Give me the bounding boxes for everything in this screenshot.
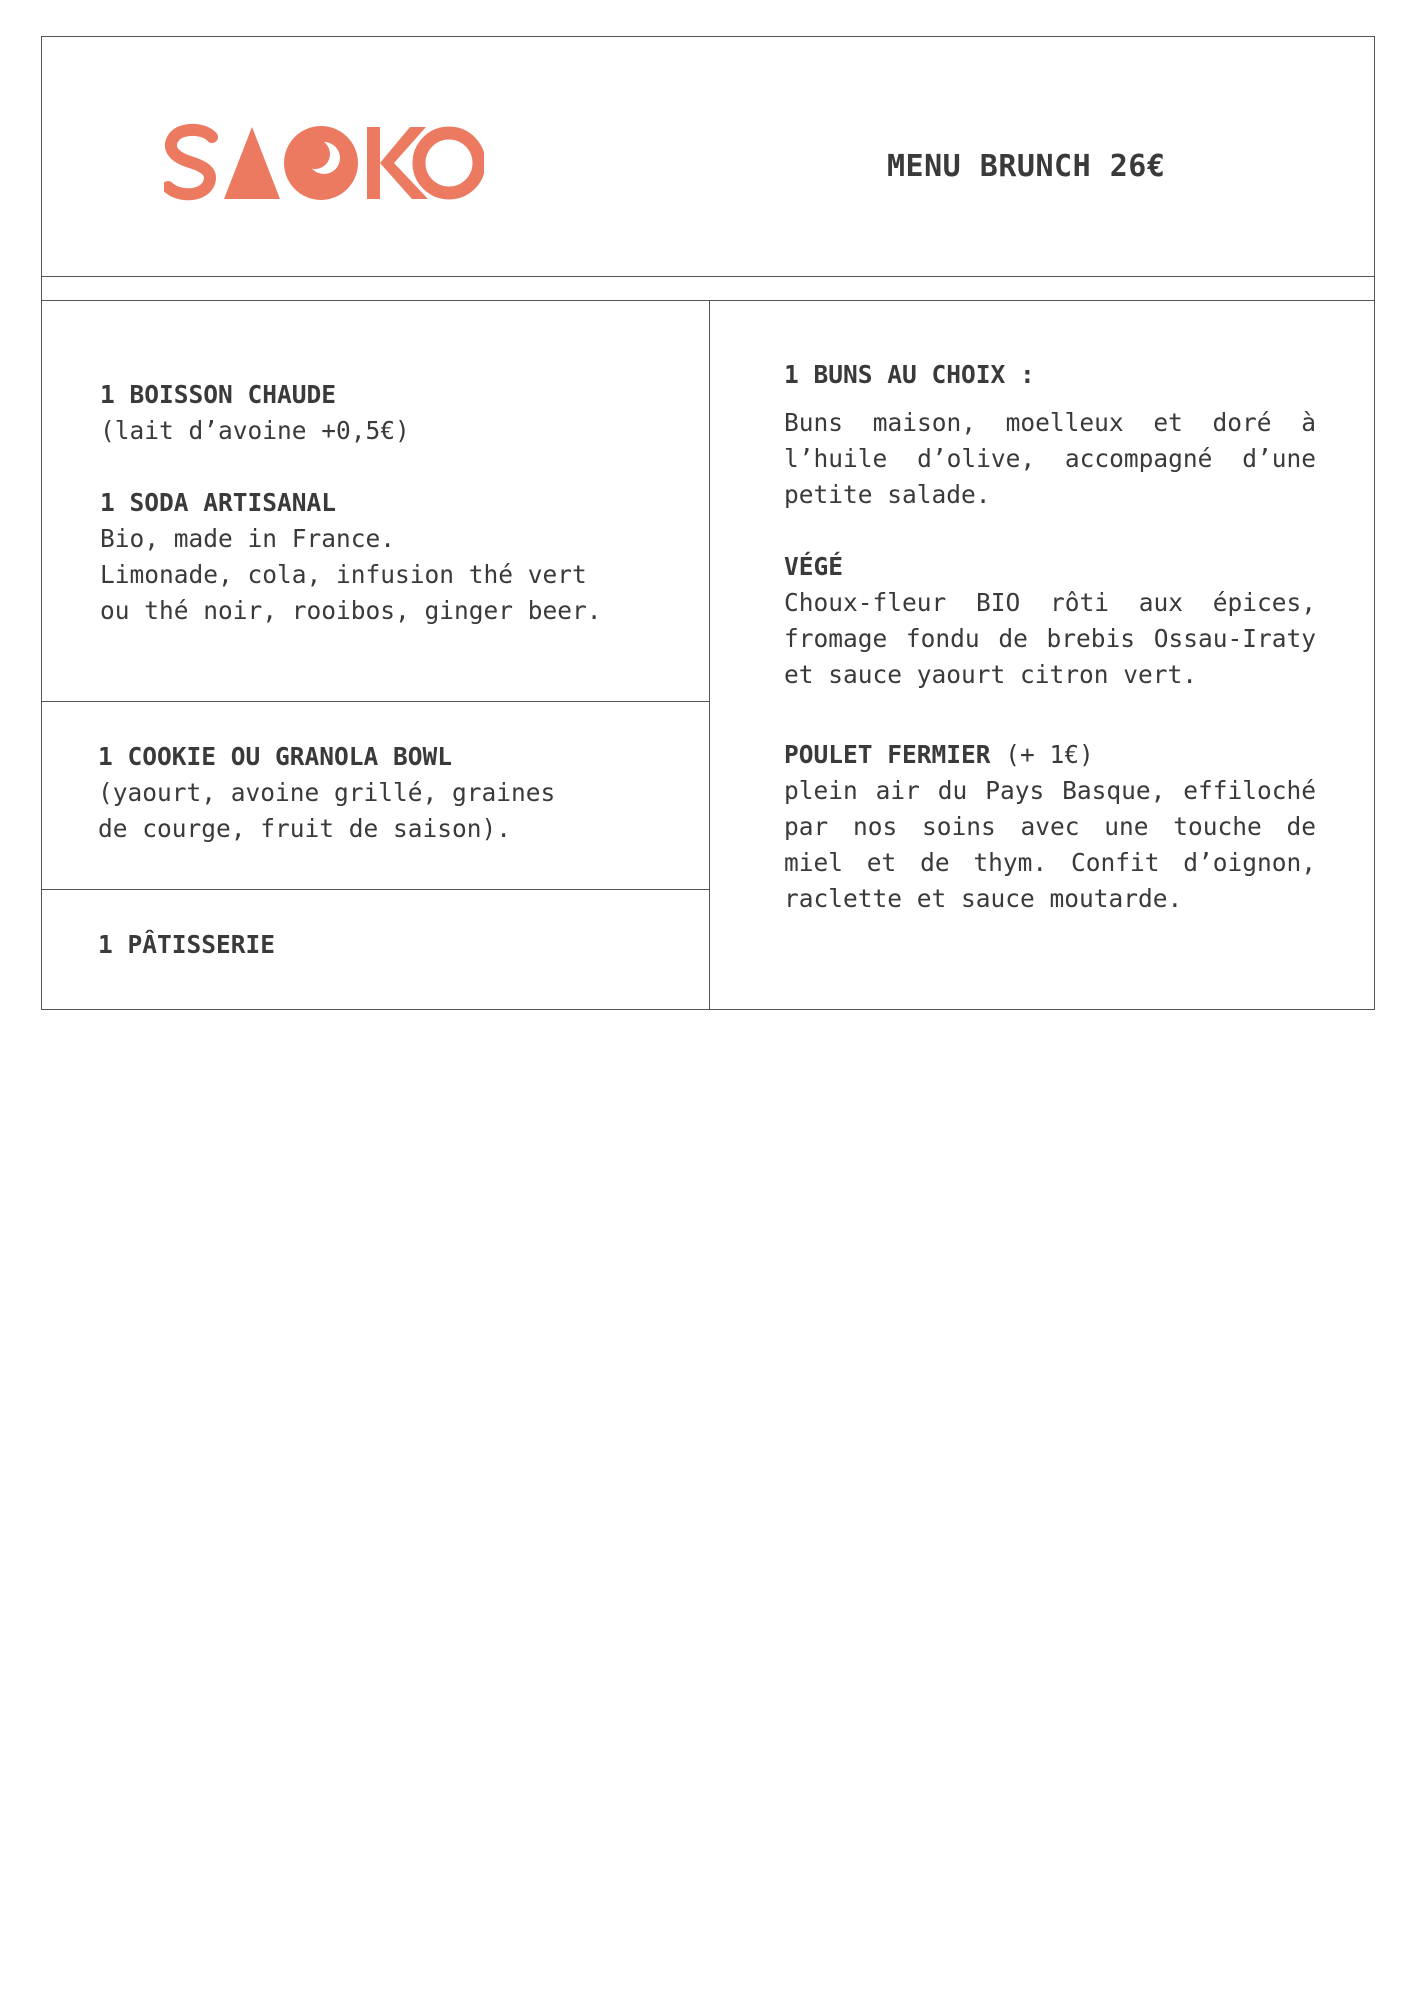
item-supplement-poulet: (+ 1€) bbox=[990, 740, 1094, 769]
row-divider bbox=[42, 889, 710, 890]
item-desc-soda: Limonade, cola, infusion thé vert bbox=[100, 560, 587, 589]
drinks-section bbox=[100, 377, 680, 629]
item-desc-buns: Buns maison, moelleux et doré à l’huile d’olive, accompagné d’une petite salade. bbox=[784, 408, 1316, 509]
item-desc-poulet: plein air du Pays Basque, effiloché par nos soins avec une touche de miel et de thym. Confit d’oignon, raclette et sauce moutarde. bbox=[784, 776, 1316, 913]
item-desc-soda: ou thé noir, rooibos, ginger beer. bbox=[100, 596, 602, 625]
item-title-soda: 1 SODA ARTISANAL bbox=[100, 488, 337, 517]
item-title-cookie: 1 COOKIE OU GRANOLA BOWL bbox=[98, 742, 453, 771]
item-title-vege: VÉGÉ bbox=[784, 552, 844, 581]
item-desc-soda: Bio, made in France. bbox=[100, 524, 396, 553]
item-title-boisson: 1 BOISSON CHAUDE bbox=[100, 380, 337, 409]
patisserie-section bbox=[98, 927, 678, 963]
item-desc-vege: Choux-fleur BIO rôti aux épices, fromage fondu de brebis Ossau-Iraty et sauce yaourt citron vert. bbox=[784, 588, 1316, 689]
cookie-section bbox=[98, 739, 678, 847]
item-desc-cookie: (yaourt, avoine grillé, graines bbox=[98, 778, 556, 807]
item-title-buns: 1 BUNS AU CHOIX : bbox=[784, 360, 1035, 389]
item-title-poulet: POULET FERMIER bbox=[784, 740, 991, 769]
menu-title: MENU BRUNCH 26€ bbox=[887, 149, 1166, 184]
buns-section bbox=[784, 357, 1316, 917]
header-band bbox=[42, 277, 1374, 301]
item-desc-cookie: de courge, fruit de saison). bbox=[98, 814, 512, 843]
item-title-patisserie: 1 PÂTISSERIE bbox=[98, 930, 276, 959]
item-note-boisson: (lait d’avoine +0,5€) bbox=[100, 416, 410, 445]
saoko-logo bbox=[164, 123, 484, 203]
menu-header bbox=[42, 37, 1374, 277]
menu-frame bbox=[41, 36, 1375, 1010]
row-divider bbox=[42, 701, 710, 702]
column-divider bbox=[709, 301, 710, 1009]
